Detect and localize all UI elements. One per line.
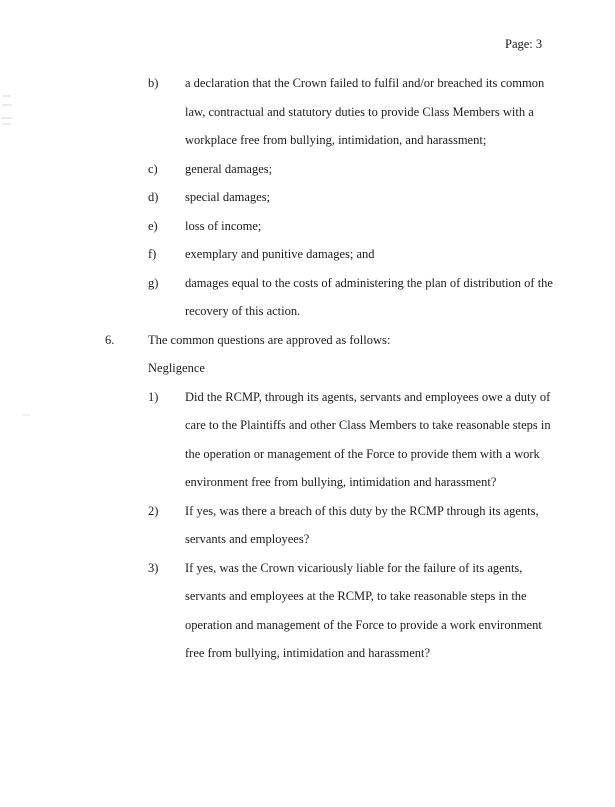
clause-f-line	[0, 240, 615, 269]
clause-text: workplace free from bullying, intimidation, and harassment;	[185, 133, 487, 147]
question-2-line	[0, 497, 615, 526]
question-3-line	[0, 582, 615, 611]
clause-g-line	[0, 297, 615, 326]
question-text: If yes, was there a breach of this duty by the RCMP through its agents,	[185, 503, 539, 518]
question-text: care to the Plaintiffs and other Class Members to take reasonable steps in	[185, 418, 551, 432]
clause-g-line	[0, 269, 615, 298]
clause-marker: e)	[148, 218, 158, 233]
question-3-line	[0, 639, 615, 668]
question-text: environment free from bullying, intimidation and harassment?	[185, 475, 497, 489]
question-text: servants and employees at the RCMP, to take reasonable steps in the	[185, 589, 527, 603]
clause-d-line	[0, 183, 615, 212]
clause-text: a declaration that the Crown failed to fulfil and/or breached its common	[185, 76, 545, 90]
question-1-line	[0, 468, 615, 497]
question-1-line	[0, 411, 615, 440]
negligence-heading: Negligence	[148, 361, 205, 375]
question-1-line	[0, 440, 615, 469]
question-2-line	[0, 525, 615, 554]
clause-b-line	[0, 69, 615, 98]
clause-marker: d)	[148, 190, 159, 204]
clause-text: loss of income;	[185, 218, 262, 233]
paragraph-text: The common questions are approved as follows:	[148, 332, 391, 347]
question-text: free from bullying, intimidation and harassment?	[185, 646, 431, 660]
clause-text: exemplary and punitive damages; and	[185, 247, 375, 261]
question-text: servants and employees?	[185, 532, 310, 546]
paragraph-marker: 6.	[105, 332, 115, 347]
clause-marker: c)	[148, 161, 158, 176]
question-marker: 2)	[148, 503, 159, 518]
clause-text: special damages;	[185, 190, 271, 204]
page-number-label: Page: 3	[505, 37, 543, 51]
clause-b-line	[0, 98, 615, 127]
question-text: If yes, was the Crown vicariously liable for the failure of its agents,	[185, 560, 523, 575]
question-text: Did the RCMP, through its agents, servants and employees owe a duty of	[185, 389, 551, 404]
clause-marker: g)	[148, 275, 159, 290]
question-3-line	[0, 611, 615, 640]
clause-marker: f)	[148, 247, 157, 261]
clause-b-line	[0, 126, 615, 155]
question-text: the operation or management of the Force to provide them with a work	[185, 446, 540, 461]
clause-text: damages equal to the costs of administering the plan of distribution of the	[185, 275, 553, 290]
clause-e-line	[0, 212, 615, 241]
question-text: operation and management of the Force to provide a work environment	[185, 617, 542, 632]
question-marker: 1)	[148, 389, 159, 404]
document-body	[0, 69, 615, 668]
clause-text: general damages;	[185, 161, 273, 176]
paragraph-6-line	[0, 326, 615, 355]
clause-c-line	[0, 155, 615, 184]
clause-marker: b)	[148, 76, 159, 90]
question-3-line	[0, 554, 615, 583]
clause-text: law, contractual and statutory duties to provide Class Members with a	[185, 104, 534, 119]
clause-text: recovery of this action.	[185, 304, 301, 318]
question-1-line	[0, 383, 615, 412]
question-marker: 3)	[148, 560, 159, 575]
